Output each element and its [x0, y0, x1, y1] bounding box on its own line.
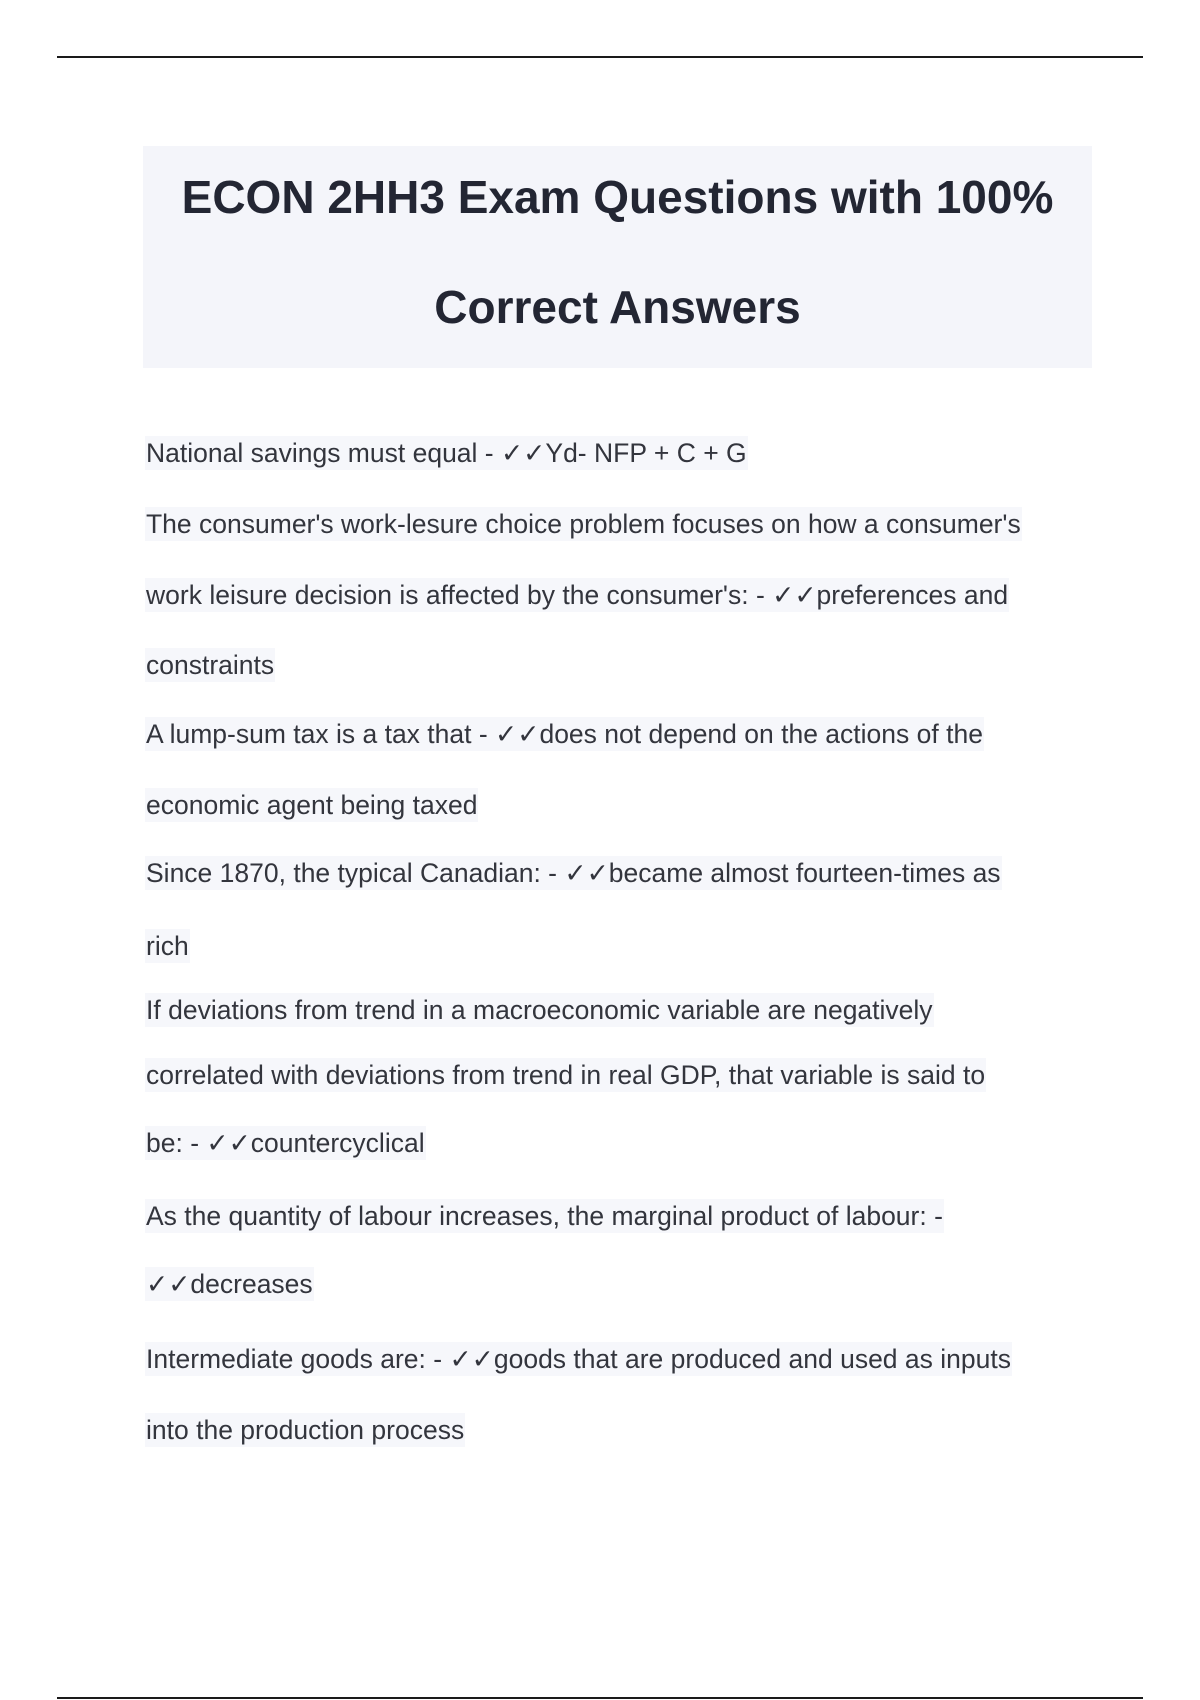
document-title-line-2: Correct Answers: [434, 281, 801, 333]
qa-line: economic agent being taxed: [146, 790, 478, 820]
qa-line: Since 1870, the typical Canadian: - ✓✓became almost fourteen-times as: [146, 858, 1001, 888]
qa-line: If deviations from trend in a macroeconomic variable are negatively: [146, 995, 933, 1025]
qa-line: be: - ✓✓countercyclical: [146, 1128, 425, 1158]
qa-line: work leisure decision is affected by the consumer's: - ✓✓preferences and: [146, 580, 1009, 610]
qa-line: The consumer's work-lesure choice problem focuses on how a consumer's: [146, 509, 1021, 539]
document-title-line-1: ECON 2HH3 Exam Questions with 100%: [181, 171, 1054, 223]
qa-line: rich: [146, 931, 189, 961]
qa-line: ✓✓decreases: [146, 1269, 313, 1299]
qa-line: correlated with deviations from trend in real GDP, that variable is said to: [146, 1060, 986, 1090]
qa-line: A lump-sum tax is a tax that - ✓✓does not depend on the actions of the: [146, 719, 983, 749]
qa-line: As the quantity of labour increases, the marginal product of labour: -: [146, 1201, 943, 1231]
qa-line: Intermediate goods are: - ✓✓goods that are produced and used as inputs: [146, 1344, 1011, 1374]
qa-line: into the production process: [146, 1415, 465, 1445]
qa-line: National savings must equal - ✓✓Yd- NFP + C + G: [146, 438, 747, 468]
bottom-rule: [57, 1697, 1143, 1699]
title-block: [143, 146, 1092, 368]
top-rule: [57, 56, 1143, 58]
qa-line: constraints: [146, 650, 275, 680]
